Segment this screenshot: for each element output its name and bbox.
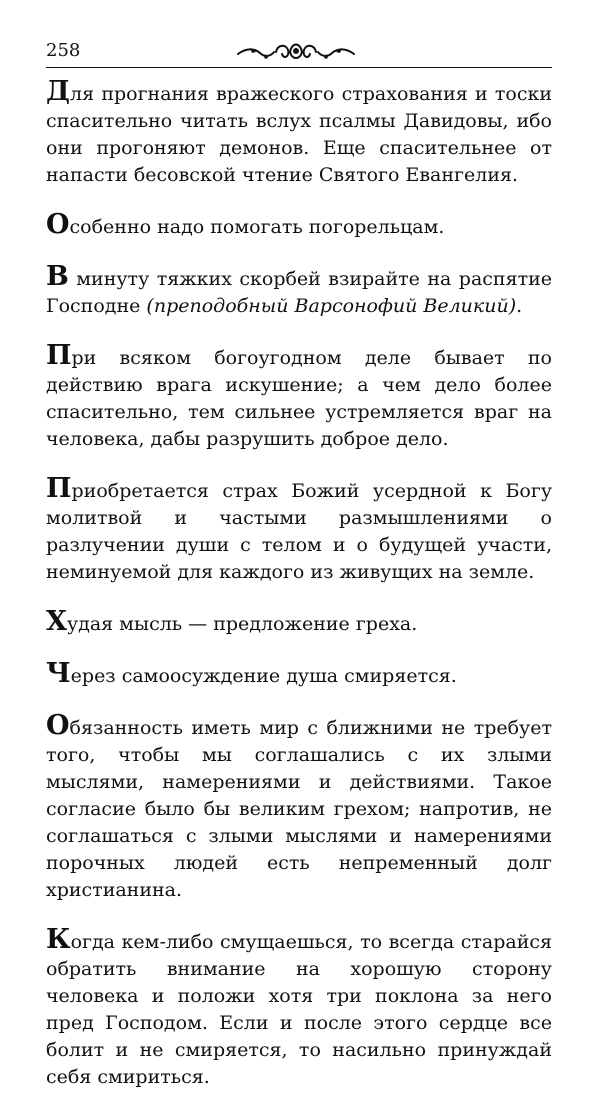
paragraph [46,263,552,320]
paragraph [46,78,552,189]
citation: (преподобный Варсонофий Великий) [146,295,517,317]
header-ornament-icon [236,38,356,66]
paragraph [46,342,552,453]
paragraph [46,660,552,690]
drop-initial: П [46,473,72,504]
paragraph [46,475,552,586]
drop-initial: В [46,261,69,292]
paragraph [46,608,552,638]
paragraph-text: минуту тяжких скорбей взирайте на распятие Господне [46,268,552,317]
paragraph-text: ля прогнания вражеского страхования и тоски спасительно читать вслух псалмы Давидовы, ибо они прогоняют демонов. Еще спасительнее от напасти бесовской чтение Святого Евангелия. [46,83,552,186]
drop-initial: О [46,209,70,240]
page-number: 258 [46,40,81,61]
paragraph-end: . [516,295,523,317]
drop-initial: О [46,710,70,741]
paragraph [46,211,552,241]
drop-initial: К [46,924,71,955]
drop-initial: Х [46,606,67,637]
drop-initial: Д [46,76,71,107]
paragraph [46,926,552,1091]
header-rule [46,67,552,68]
paragraph-text: бязанность иметь мир с ближними не требует того, чтобы мы соглашались с их злыми мыслями, намерениями и действиями. Такое согласие было бы великим грехом; напротив, не соглашаться с злыми мыслями и намерениями порочных людей есть непременный долг христианина. [46,717,552,901]
paragraph-text: риобретается страх Божий усердной к Богу молитвой и частыми размышлениями о разлучении души с телом и о будущей участи, неминуемой для каждого из живущих на земле. [46,480,552,583]
paragraph-text: собенно надо помогать погорельцам. [69,216,445,238]
paragraph-text: удая мысль — предложение греха. [66,613,418,635]
paragraph-text: огда кем-либо смущаешься, то всегда старайся обратить внимание на хорошую сторону человека и положи хотя три поклона за него пред Господом. Если и после этого сердце все болит и не смиряется, то насильно принуждай себя смириться. [46,931,552,1088]
paragraph [46,712,552,904]
drop-initial: П [46,340,72,371]
paragraph-text: ерез самоосуждение душа смиряется. [70,665,457,687]
paragraph-text: ри всяком богоугодном деле бывает по действию врага искушение; а чем дело более спасительно, тем сильнее устремляется враг на человека, дабы разрушить доброе дело. [46,347,552,450]
drop-initial: Ч [46,658,71,689]
page-body [46,78,552,1113]
